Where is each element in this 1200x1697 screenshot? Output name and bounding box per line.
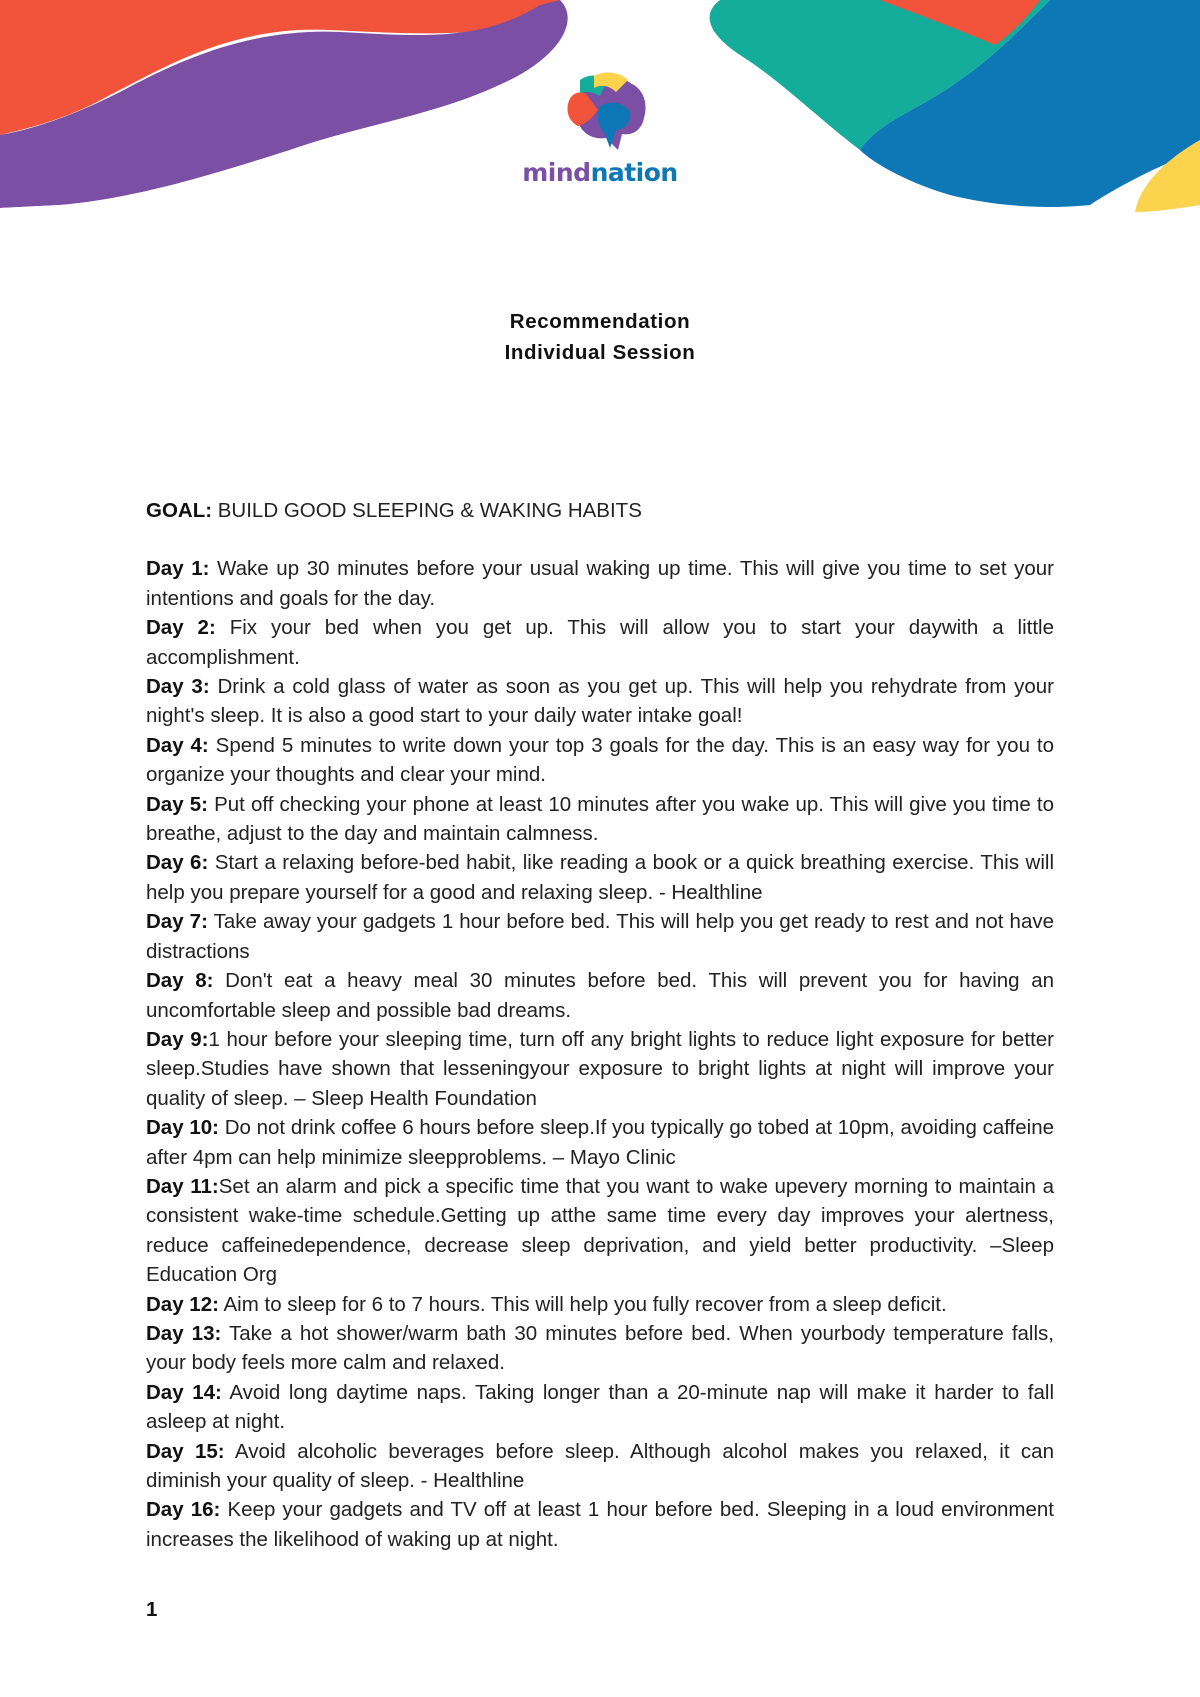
day-entry — [146, 1319, 1054, 1378]
day-text: Take a hot shower/warm bath 30 minutes before bed. When yourbody temperature falls, your body feels more calm and relaxed. — [146, 1321, 1054, 1375]
day-text: Set an alarm and pick a specific time that you want to wake upevery morning to maintain a consistent wake-time schedule.Getting up atthe same time every day improves your alertness, reduce caffeinedependence, decrease sleep deprivation, and yield better productivity. –Sleep Education Org — [146, 1174, 1054, 1287]
day-entry — [146, 1290, 1054, 1319]
day-text: Aim to sleep for 6 to 7 hours. This will help you fully recover from a sleep deficit. — [218, 1292, 947, 1316]
day-text: Spend 5 minutes to write down your top 3 goals for the day. This is an easy way for you to organize your thoughts and clear your mind. — [146, 733, 1054, 787]
day-entry — [146, 672, 1054, 731]
day-text: Wake up 30 minutes before your usual waking up time. This will give you time to set your intentions and goals for the day. — [146, 557, 1054, 610]
document-body — [146, 496, 1054, 1554]
day-entry — [146, 1025, 1054, 1113]
day-label: Day 12: — [146, 1292, 219, 1316]
day-entry — [146, 731, 1054, 790]
day-entry — [146, 613, 1054, 672]
day-label: Day 4: — [146, 733, 209, 757]
goal-label: GOAL: — [146, 499, 213, 522]
goal-line — [146, 496, 1054, 525]
day-label: Day 16: — [146, 1498, 221, 1522]
day-text: Start a relaxing before-bed habit, like reading a book or a quick breathing exercise. This will help you prepare yourself for a good and relaxing sleep. - Healthline — [146, 851, 1054, 904]
document-titles — [0, 306, 1200, 368]
page-number: 1 — [146, 1598, 158, 1621]
day-label: Day 10: — [146, 1116, 219, 1140]
day-label: Day 9: — [146, 1027, 209, 1051]
day-label: Day 7: — [146, 910, 208, 934]
day-text: Avoid alcoholic beverages before sleep. Although alcohol makes you relaxed, it can diminish your quality of sleep. - Healthline — [146, 1439, 1054, 1492]
day-text: Fix your bed when you get up. This will allow you to start your daywith a little accomplishment. — [146, 616, 1055, 669]
day-text: Don't eat a heavy meal 30 minutes before bed. This will prevent you for having an uncomfortable sleep and possible bad dreams. — [146, 969, 1054, 1022]
day-label: Day 2: — [146, 616, 216, 640]
day-text: Do not drink coffee 6 hours before sleep.If you typically go tobed at 10pm, avoiding caffeine after 4pm can help minimize sleepproblems. – Mayo Clinic — [146, 1116, 1054, 1169]
day-entry — [146, 907, 1054, 966]
day-entry — [146, 1495, 1054, 1554]
day-entry — [146, 848, 1054, 907]
day-text: 1 hour before your sleeping time, turn off any bright lights to reduce light exposure for better sleep.Studies have shown that lesseningyour exposure to bright lights at night will improve your quality of sleep. – Sleep Health Foundation — [146, 1027, 1054, 1110]
day-label: Day 13: — [146, 1321, 222, 1345]
document-title: Recommendation — [509, 310, 691, 333]
day-label: Day 5: — [146, 792, 208, 816]
day-entry — [146, 1172, 1054, 1290]
day-entry — [146, 554, 1054, 613]
brand-logo — [520, 70, 680, 190]
day-label: Day 1: — [146, 557, 210, 581]
day-text: Keep your gadgets and TV off at least 1 hour before bed. Sleeping in a loud environment increases the likelihood of waking up at night. — [146, 1498, 1054, 1551]
goal-text: BUILD GOOD SLEEPING & WAKING HABITS — [212, 499, 642, 522]
day-entry — [146, 790, 1054, 849]
day-entry — [146, 1113, 1054, 1172]
brain-hands-icon — [520, 70, 680, 162]
day-label: Day 14: — [146, 1380, 222, 1404]
day-label: Day 3: — [146, 675, 210, 699]
day-label: Day 15: — [146, 1439, 225, 1463]
day-label: Day 6: — [146, 851, 209, 875]
day-text: Drink a cold glass of water as soon as you get up. This will help you rehydrate from your night's sleep. It is also a good start to your daily water intake goal! — [146, 675, 1054, 728]
document-subtitle: Individual Session — [504, 341, 696, 364]
day-entry — [146, 966, 1054, 1025]
day-entry — [146, 1378, 1054, 1437]
day-text: Avoid long daytime naps. Taking longer than a 20-minute nap will make it harder to fall asleep at night. — [146, 1380, 1054, 1434]
day-text: Take away your gadgets 1 hour before bed. This will help you get ready to rest and not have distractions — [146, 910, 1054, 963]
day-entry — [146, 1437, 1054, 1496]
day-text: Put off checking your phone at least 10 minutes after you wake up. This will give you time to breathe, adjust to the day and maintain calmness. — [146, 792, 1055, 846]
day-label: Day 8: — [146, 969, 214, 993]
day-label: Day 11: — [146, 1174, 219, 1198]
brand-wordmark: mindnation — [522, 158, 678, 187]
